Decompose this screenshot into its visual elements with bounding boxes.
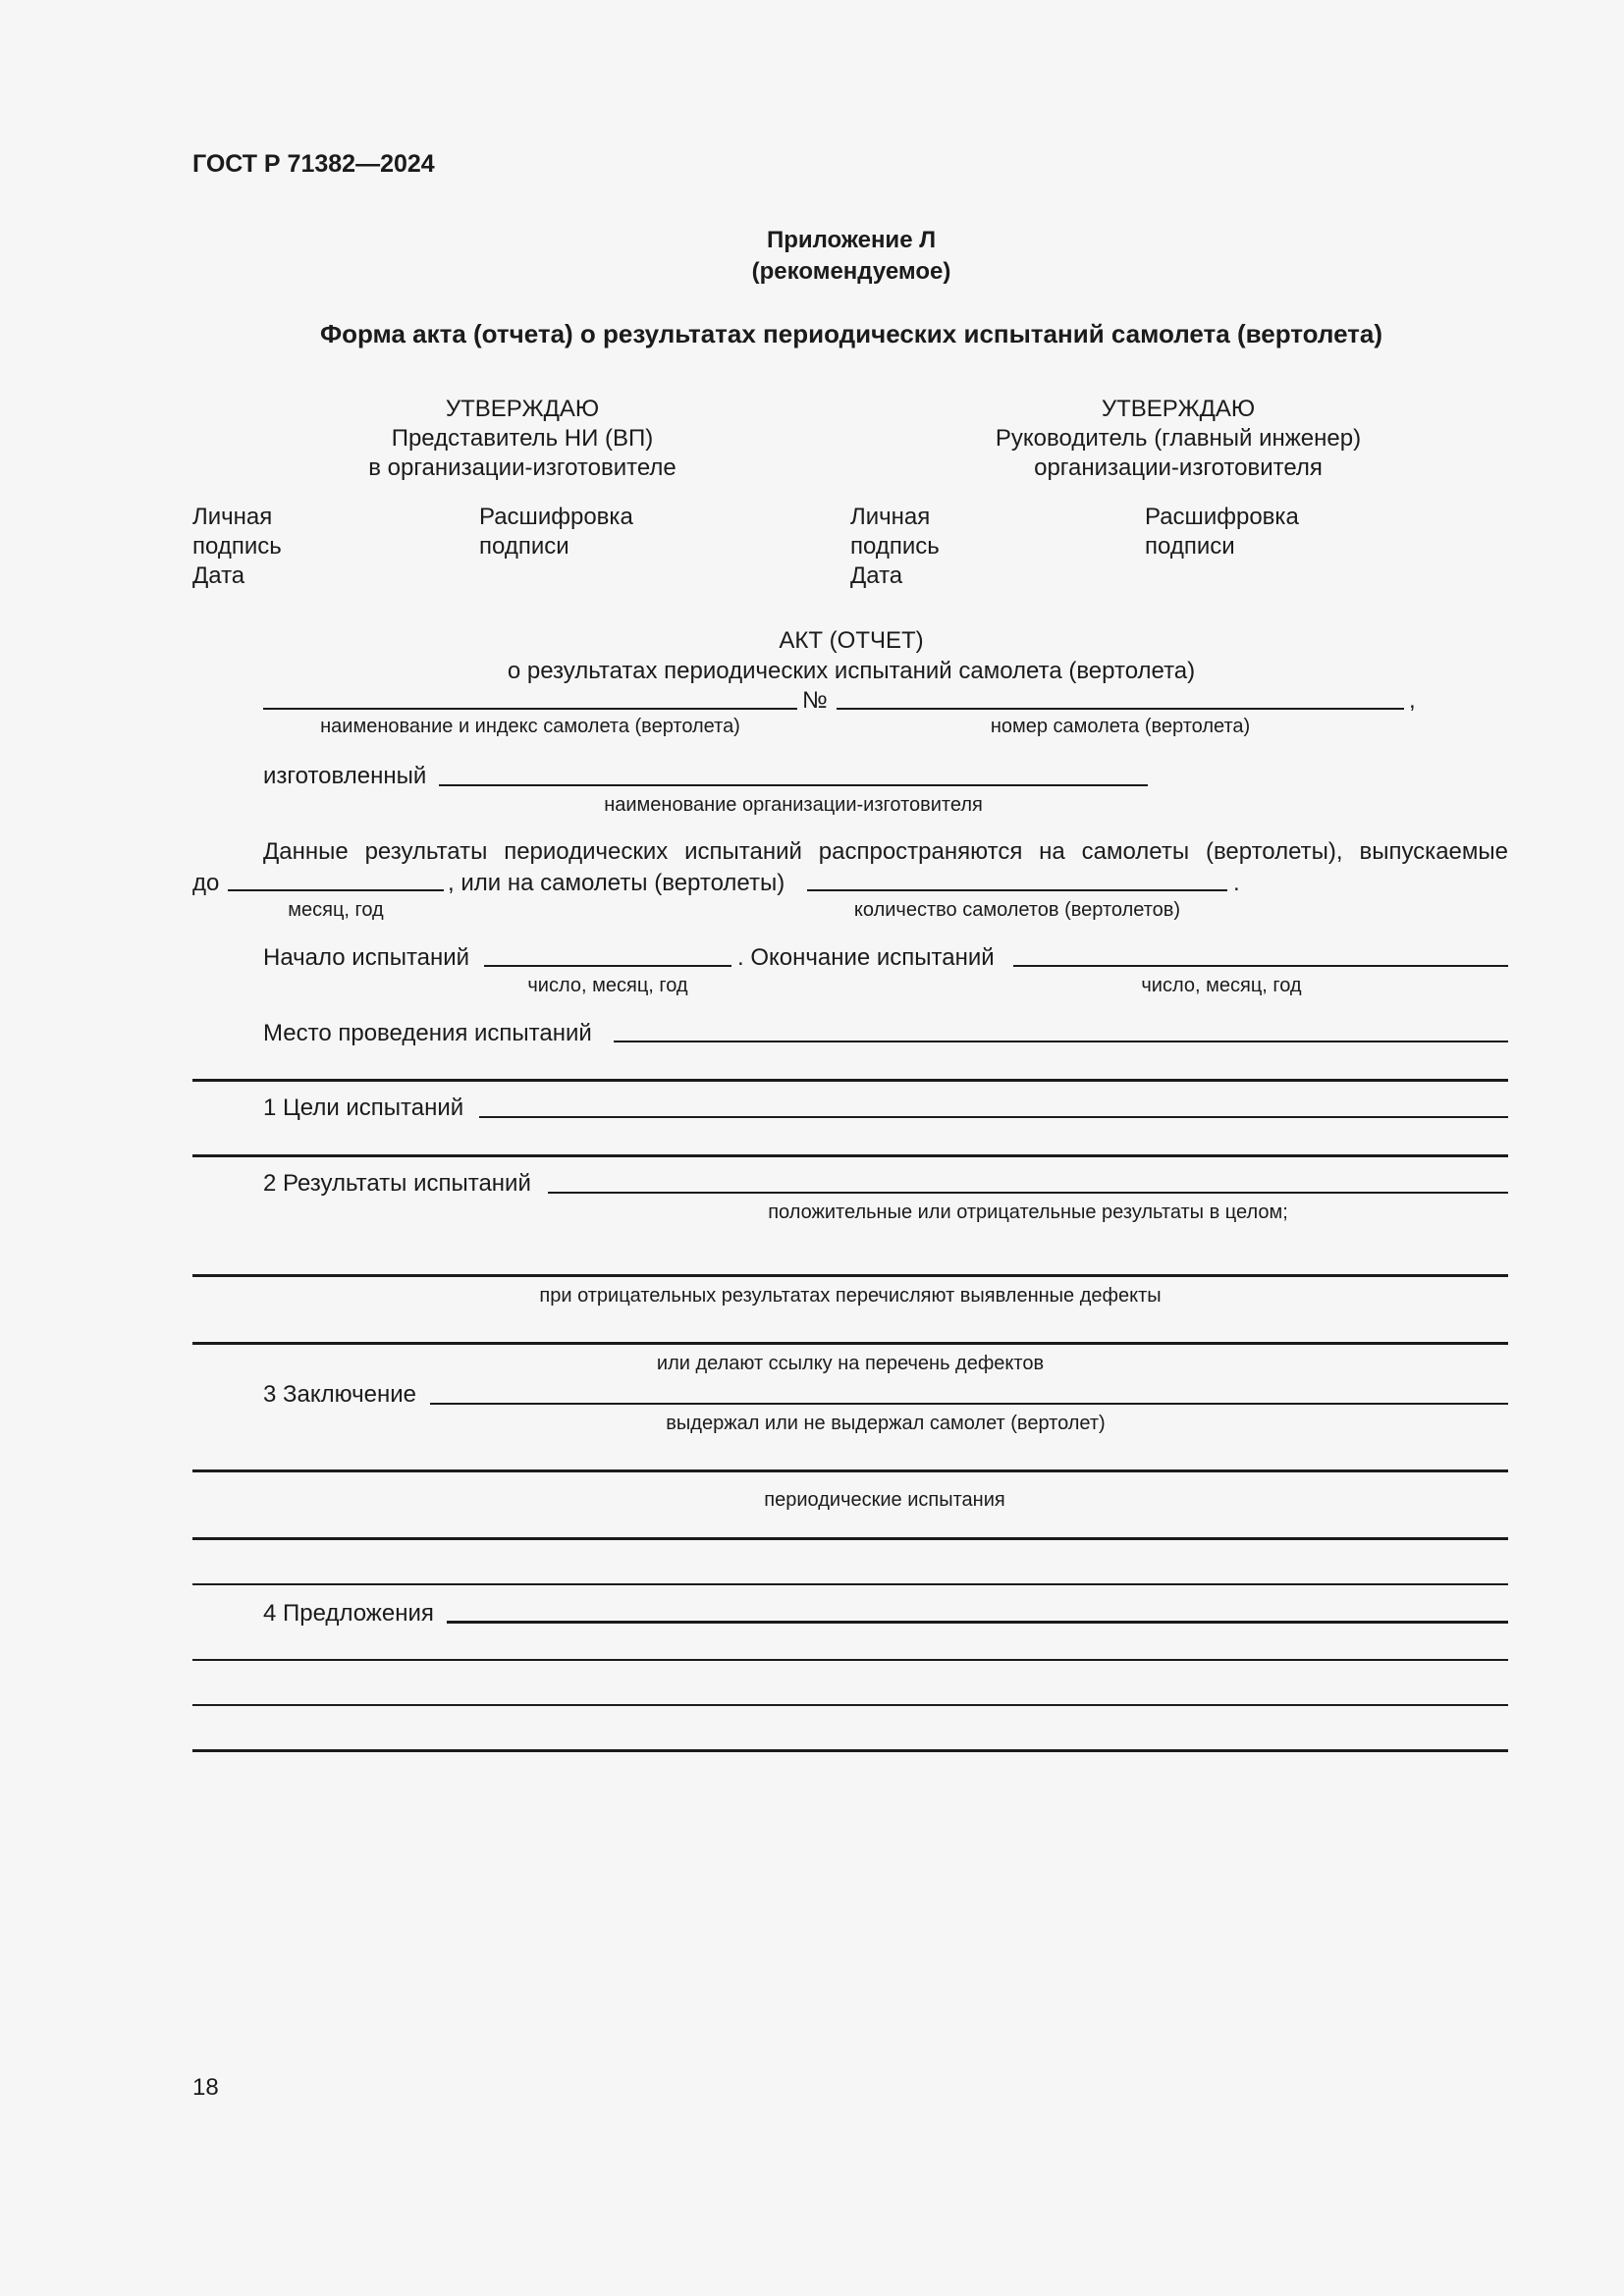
section-goals-label: 1 Цели испытаний xyxy=(263,1095,464,1121)
appendix-title: Приложение Л xyxy=(766,227,937,253)
caption-results-reference: или делают ссылку на перечень дефектов xyxy=(656,1353,1045,1374)
caption-start-date: число, месяц, год xyxy=(527,975,688,996)
place-line-2 xyxy=(192,1079,1508,1082)
caption-conclusion: выдержал или не выдержал самолет (вертолет) xyxy=(666,1413,1106,1434)
caption-end-date: число, месяц, год xyxy=(1141,975,1302,996)
section-proposals-label: 4 Предложения xyxy=(263,1600,434,1627)
section-results-label: 2 Результаты испытаний xyxy=(263,1170,531,1197)
caption-aircraft-name: наименование и индекс самолета (вертолета) xyxy=(320,716,740,737)
organization-line xyxy=(439,784,1148,786)
form-heading: Форма акта (отчета) о результатах периодических испытаний самолета (вертолета) xyxy=(319,319,1383,348)
period: . xyxy=(1233,870,1240,896)
right-decode-label-2: подписи xyxy=(1145,533,1235,560)
goals-line xyxy=(479,1116,1508,1118)
proposals-line-2 xyxy=(192,1659,1508,1661)
until-label: до xyxy=(192,870,220,896)
scope-paragraph: Данные результаты периодических испытаний распространяются на самолеты (вертолеты), выпускаемые xyxy=(263,838,1508,865)
number-sign: № xyxy=(802,687,828,714)
right-signature-label-2: подпись xyxy=(850,533,940,560)
approve-left-org: в организации-изготовителе xyxy=(368,454,677,481)
month-year-line xyxy=(228,889,444,891)
approve-left-title: УТВЕРЖДАЮ xyxy=(445,396,600,422)
comma: , xyxy=(1409,687,1416,714)
place-label: Место проведения испытаний xyxy=(263,1020,592,1046)
conclusion-line-4 xyxy=(192,1583,1508,1585)
start-label: Начало испытаний xyxy=(263,944,470,971)
appendix-status: (рекомендуемое) xyxy=(751,258,951,285)
manufactured-label: изготовленный xyxy=(263,763,427,789)
page-number: 18 xyxy=(192,2074,219,2101)
results-line-2 xyxy=(192,1274,1508,1277)
proposals-line xyxy=(447,1621,1508,1624)
left-decode-label: Расшифровка xyxy=(479,504,633,530)
goals-line-2 xyxy=(192,1154,1508,1157)
left-signature-label: Личная xyxy=(192,504,273,530)
caption-quantity: количество самолетов (вертолетов) xyxy=(853,899,1181,921)
approve-right-title: УТВЕРЖДАЮ xyxy=(1101,396,1256,422)
quantity-line xyxy=(807,889,1227,891)
start-date-line xyxy=(484,965,731,967)
caption-periodic-tests: периодические испытания xyxy=(764,1489,1005,1511)
approve-right-org: организации-изготовителя xyxy=(1034,454,1323,481)
caption-organization: наименование организации-изготовителя xyxy=(604,794,983,816)
act-subtitle: о результатах периодических испытаний самолета (вертолета) xyxy=(507,658,1196,684)
approve-right-role: Руководитель (главный инженер) xyxy=(995,425,1362,452)
proposals-line-3 xyxy=(192,1704,1508,1706)
results-line-3 xyxy=(192,1342,1508,1345)
conclusion-line xyxy=(430,1403,1508,1405)
proposals-line-4 xyxy=(192,1749,1508,1752)
results-line xyxy=(548,1192,1508,1194)
approve-left-role: Представитель НИ (ВП) xyxy=(391,425,654,452)
act-title: АКТ (ОТЧЕТ) xyxy=(779,627,924,654)
left-decode-label-2: подписи xyxy=(479,533,569,560)
conclusion-line-2 xyxy=(192,1469,1508,1472)
left-signature-label-2: подпись xyxy=(192,533,282,560)
place-line xyxy=(614,1041,1508,1042)
caption-month-year: месяц, год xyxy=(288,899,384,921)
section-conclusion-label: 3 Заключение xyxy=(263,1381,416,1408)
document-code: ГОСТ Р 71382—2024 xyxy=(192,150,435,178)
left-date-label: Дата xyxy=(192,562,245,589)
aircraft-number-line xyxy=(837,708,1404,710)
or-aircraft-label: , или на самолеты (вертолеты) xyxy=(448,870,785,896)
right-signature-label: Личная xyxy=(850,504,931,530)
end-date-line xyxy=(1013,965,1508,967)
caption-aircraft-number: номер самолета (вертолета) xyxy=(990,716,1251,737)
caption-results-overall: положительные или отрицательные результаты в целом; xyxy=(768,1201,1288,1223)
conclusion-line-3 xyxy=(192,1537,1508,1540)
right-decode-label: Расшифровка xyxy=(1145,504,1299,530)
right-date-label: Дата xyxy=(850,562,903,589)
aircraft-name-line xyxy=(263,708,797,710)
end-label: . Окончание испытаний xyxy=(737,944,995,971)
caption-results-defects: при отрицательных результатах перечисляют выявленные дефекты xyxy=(539,1285,1162,1307)
